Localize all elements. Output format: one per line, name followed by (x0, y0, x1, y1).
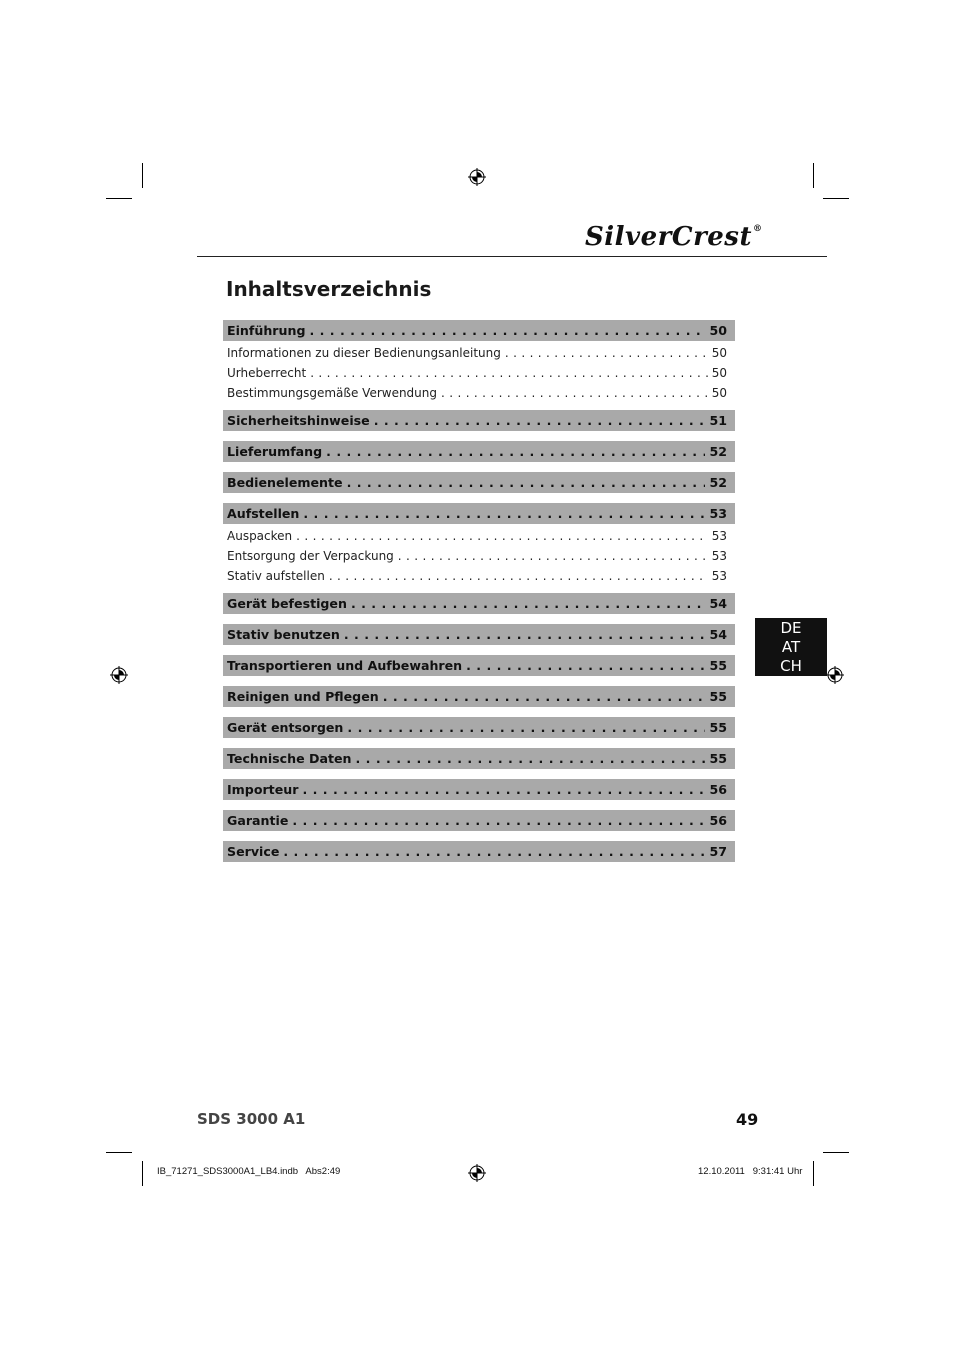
toc-subsection-list (223, 341, 735, 410)
toc-section[interactable] (223, 655, 735, 676)
registration-mark-icon (826, 666, 844, 684)
table-of-contents (223, 320, 735, 872)
toc-section[interactable] (223, 624, 735, 645)
crop-mark (142, 1161, 143, 1186)
language-code: DE (780, 619, 802, 637)
toc-section[interactable] (223, 441, 735, 462)
toc-subsection[interactable] (223, 566, 735, 586)
toc-subsection-page: 50 (711, 366, 727, 380)
crop-mark (823, 198, 849, 199)
toc-section-page: 54 (709, 627, 727, 642)
toc-subsection-list (223, 524, 735, 593)
toc-subsection[interactable] (223, 363, 735, 383)
toc-leader (310, 366, 708, 380)
toc-section[interactable] (223, 810, 735, 831)
toc-subsection-title: Stativ aufstellen (227, 569, 325, 583)
toc-section[interactable] (223, 410, 735, 431)
toc-section-title: Importeur (227, 782, 299, 797)
language-code: CH (780, 657, 802, 675)
brand-name: SilverCrest (585, 222, 752, 252)
print-timestamp: 12.10.2011 9:31:41 Uhr (698, 1166, 803, 1177)
toc-section-title: Gerät befestigen (227, 596, 347, 611)
toc-section-title: Stativ benutzen (227, 627, 340, 642)
toc-leader (398, 549, 708, 563)
toc-leader (303, 506, 705, 521)
registration-mark-icon (110, 666, 128, 684)
toc-leader (347, 475, 706, 490)
toc-leader (296, 529, 708, 543)
toc-leader (374, 413, 706, 428)
toc-subsection-page: 50 (711, 346, 727, 360)
toc-leader (283, 844, 705, 859)
toc-section[interactable] (223, 748, 735, 769)
toc-section-title: Transportieren und Aufbewahren (227, 658, 463, 673)
registered-mark: ® (752, 224, 763, 234)
registration-mark-icon (468, 168, 486, 186)
crop-mark (813, 163, 814, 188)
toc-section-title: Sicherheitshinweise (227, 413, 370, 428)
page-number: 49 (736, 1110, 759, 1129)
toc-leader (292, 813, 705, 828)
toc-section-page: 53 (709, 506, 727, 521)
registration-mark-icon (468, 1164, 486, 1182)
toc-section-title: Technische Daten (227, 751, 352, 766)
toc-subsection-page: 50 (711, 386, 727, 400)
model-number: SDS 3000 A1 (197, 1110, 306, 1128)
language-code: AT (781, 638, 801, 656)
toc-section-page: 52 (709, 475, 727, 490)
toc-section[interactable] (223, 593, 735, 614)
toc-leader (302, 782, 705, 797)
crop-mark (106, 198, 132, 199)
toc-leader (356, 751, 706, 766)
toc-leader (505, 346, 708, 360)
toc-section[interactable] (223, 472, 735, 493)
toc-leader (347, 720, 705, 735)
toc-section[interactable] (223, 717, 735, 738)
toc-section-title: Bedienelemente (227, 475, 343, 490)
crop-mark (106, 1152, 132, 1153)
toc-section[interactable] (223, 320, 735, 341)
language-tab (755, 618, 827, 676)
toc-leader (351, 596, 706, 611)
toc-section-title: Garantie (227, 813, 289, 828)
toc-section-title: Lieferumfang (227, 444, 323, 459)
toc-subsection-title: Informationen zu dieser Bedienungsanleitung (227, 346, 501, 360)
toc-subsection[interactable] (223, 383, 735, 403)
toc-section-page: 52 (709, 444, 727, 459)
toc-section-page: 55 (709, 720, 727, 735)
toc-section[interactable] (223, 686, 735, 707)
toc-section-page: 55 (709, 689, 727, 704)
toc-subsection-title: Bestimmungsgemäße Verwendung (227, 386, 438, 400)
toc-section-title: Service (227, 844, 280, 859)
toc-section-page: 50 (709, 323, 727, 338)
toc-leader (383, 689, 706, 704)
toc-section-title: Reinigen und Pflegen (227, 689, 379, 704)
toc-leader (329, 569, 708, 583)
toc-subsection-page: 53 (711, 569, 727, 583)
brand-logo (585, 222, 762, 252)
toc-section-page: 55 (709, 658, 727, 673)
page-title: Inhaltsverzeichnis (226, 277, 432, 301)
toc-section[interactable] (223, 503, 735, 524)
toc-section-page: 56 (709, 813, 727, 828)
file-info: IB_71271_SDS3000A1_LB4.indb Abs2:49 (157, 1166, 341, 1177)
toc-leader (344, 627, 706, 642)
toc-leader (309, 323, 705, 338)
toc-leader (441, 386, 708, 400)
toc-subsection[interactable] (223, 546, 735, 566)
toc-section-page: 57 (709, 844, 727, 859)
crop-mark (813, 1161, 814, 1186)
toc-section-page: 54 (709, 596, 727, 611)
toc-section[interactable] (223, 841, 735, 862)
toc-section-title: Aufstellen (227, 506, 300, 521)
toc-leader (326, 444, 705, 459)
toc-section-page: 51 (709, 413, 727, 428)
toc-section[interactable] (223, 779, 735, 800)
toc-subsection-title: Entsorgung der Verpackung (227, 549, 394, 563)
crop-mark (823, 1152, 849, 1153)
header-rule (197, 256, 827, 257)
toc-section-title: Einführung (227, 323, 306, 338)
crop-mark (142, 163, 143, 188)
toc-section-title: Gerät entsorgen (227, 720, 344, 735)
toc-subsection[interactable] (223, 526, 735, 546)
toc-section-page: 55 (709, 751, 727, 766)
toc-section-page: 56 (709, 782, 727, 797)
toc-subsection-page: 53 (711, 529, 727, 543)
toc-subsection-page: 53 (711, 549, 727, 563)
toc-subsection-title: Urheberrecht (227, 366, 307, 380)
toc-subsection-title: Auspacken (227, 529, 293, 543)
toc-subsection[interactable] (223, 343, 735, 363)
toc-leader (466, 658, 705, 673)
